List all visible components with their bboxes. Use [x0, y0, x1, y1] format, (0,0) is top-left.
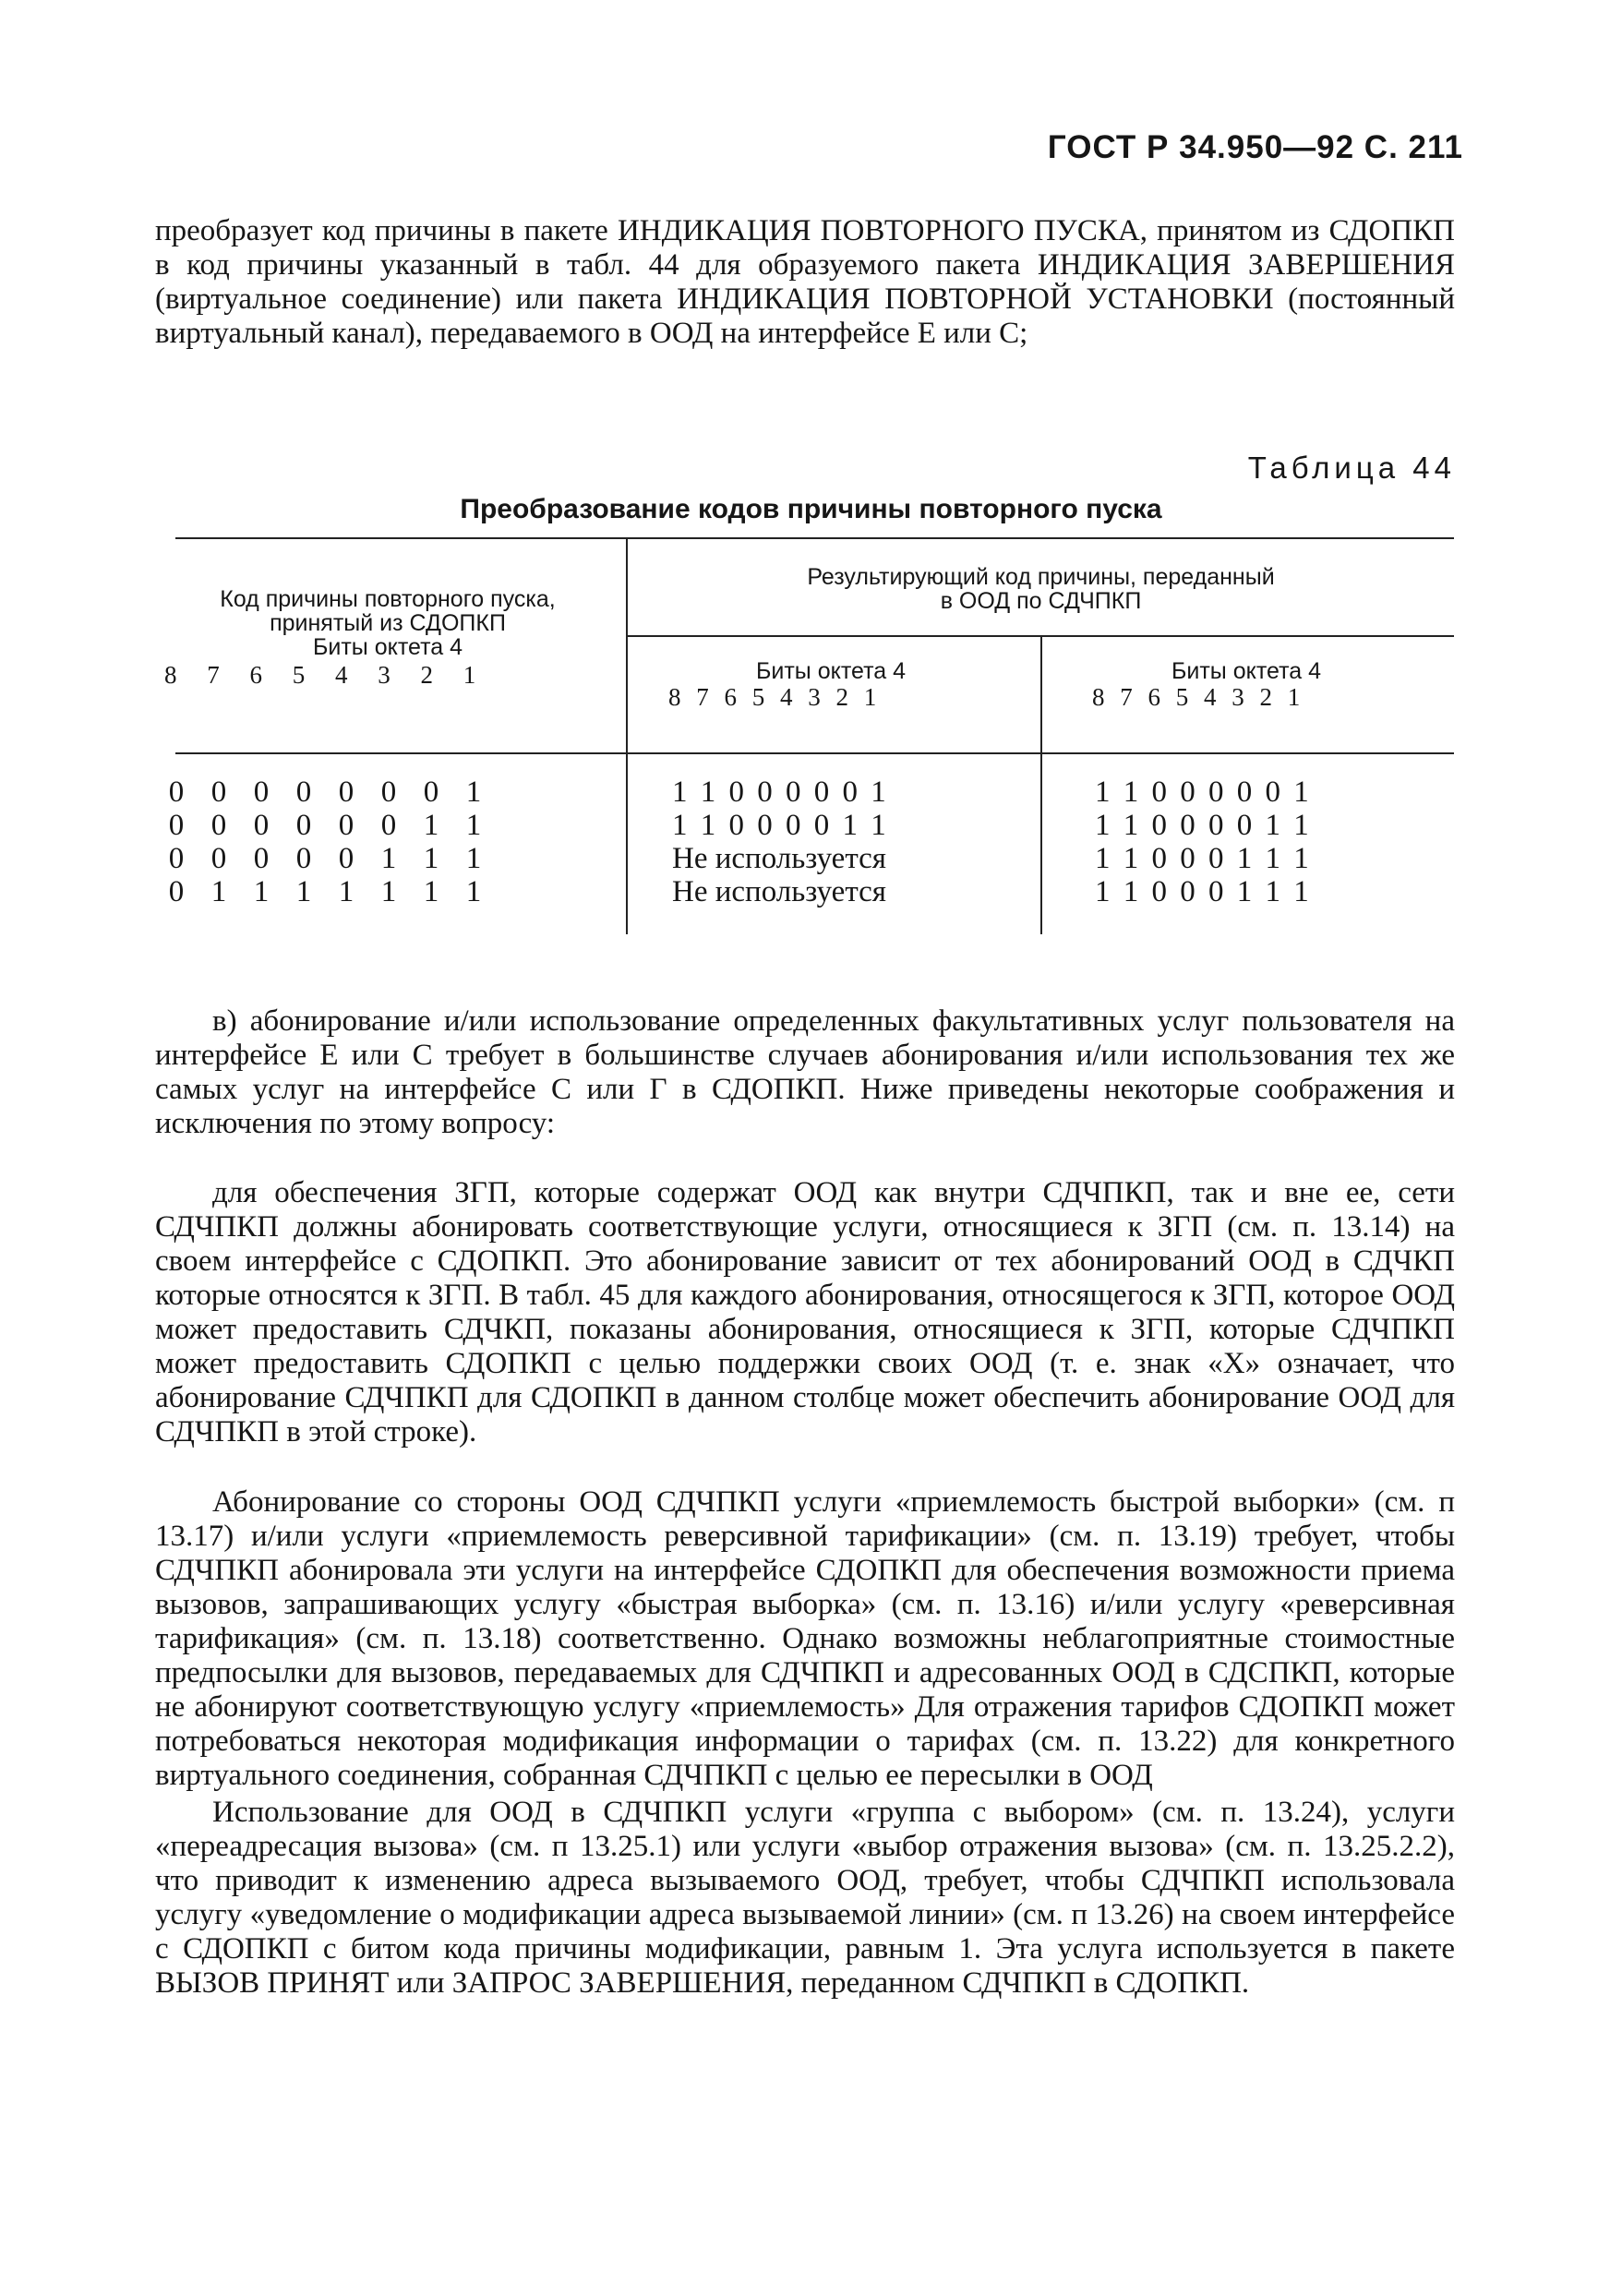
- bit: 1: [465, 809, 482, 842]
- bit: 1: [253, 875, 270, 908]
- col1-header-line-2: принятый из СДОПКП: [270, 610, 506, 636]
- bit: 0: [423, 775, 439, 809]
- bit: 1: [423, 875, 439, 908]
- bit: 1: [423, 842, 439, 875]
- table-divider-2: [1040, 635, 1042, 934]
- bit: 1: [465, 875, 482, 908]
- table-top-rule: [175, 537, 1454, 539]
- bit: 1: [210, 875, 227, 908]
- table-row-1-col3: 1 1 0 0 0 0 0 1: [1095, 775, 1312, 809]
- bit: 0: [380, 775, 397, 809]
- col1-bit-labels: 8 7 6 5 4 3 2 1: [164, 661, 478, 689]
- col1-header: [166, 587, 609, 659]
- bit: 1: [295, 875, 312, 908]
- bit: 0: [295, 842, 312, 875]
- col2-bit-labels: 8 7 6 5 4 3 2 1: [668, 683, 879, 711]
- bit: 0: [253, 775, 270, 809]
- bit: 1: [380, 842, 397, 875]
- bit: 0: [253, 809, 270, 842]
- bit: 0: [168, 775, 185, 809]
- table-row-3-input: [155, 842, 617, 875]
- paragraph-5: Использование для ООД в СДЧПКП услуги «группа с выбором» (см. п. 13.24), услуги «переадресация вызова» (см. п 13.25.1) или услуги «выбор отражения вызова» (см. п. 13.25.2.2), что приводит к изменению адреса вызываемого ООД, требует, чтобы СДЧПКП использовала услугу «уведомление о модификации адреса вызываемой линии» (см. п 13.26) на своем интерфейсе с СДОПКП с битом кода причины модификации, равным 1. Эта услуга используется в пакете ВЫЗОВ ПРИНЯТ или ЗАПРОС ЗАВЕРШЕНИЯ, переданном СДЧПКП в СДОПКП.: [155, 1796, 1455, 2000]
- table-row-1-input: [155, 775, 617, 809]
- bit: 0: [295, 809, 312, 842]
- paragraph-2: в) абонирование и/или использование определенных факультативных услуг пользователя на интерфейсе Е или С требует в большинстве случаев абонирования и/или использования тех же самых услуг на интерфейсе С или Г в СДОПКП. Ниже приведены некоторые соображения и исключения по этому вопросу:: [155, 1004, 1455, 1140]
- table-row-4-col2: Не используется: [672, 875, 886, 908]
- paragraph-1: преобразует код причины в пакете ИНДИКАЦИЯ ПОВТОРНОГО ПУСКА, принятом из СДОПКП в код причины указанный в табл. 44 для образуемого пакета ИНДИКАЦИЯ ЗАВЕРШЕНИЯ (виртуальное соединение) или пакета ИНДИКАЦИЯ ПОВТОРНОЙ УСТАНОВКИ (постоянный виртуальный канал), передаваемого в ООД на интерфейсе Е или С;: [155, 214, 1455, 350]
- table-col3-values: [1095, 775, 1446, 908]
- bit: 1: [380, 875, 397, 908]
- table-row-1-col2: 1 1 0 0 0 0 0 1: [672, 775, 889, 809]
- bit: 0: [210, 842, 227, 875]
- result-header-line-1: Результирующий код причины, переданный: [807, 564, 1275, 590]
- col2-header: Биты октета 4: [755, 658, 907, 684]
- col1-header-line-1: Код причины повторного пуска,: [220, 586, 556, 612]
- table-row-2-col2: 1 1 0 0 0 0 1 1: [672, 809, 889, 842]
- table-divider-1: [626, 537, 628, 934]
- table-row-2-input: [155, 809, 617, 842]
- col1-header-line-3: Биты октета 4: [312, 634, 463, 660]
- table-header-bottom-rule: [175, 752, 1454, 754]
- bit: 1: [338, 875, 354, 908]
- table-row-2-col3: 1 1 0 0 0 0 1 1: [1095, 809, 1312, 842]
- bit: 0: [338, 842, 354, 875]
- page-header: ГОСТ Р 34.950—92 С. 211: [1047, 129, 1463, 165]
- bit: 1: [465, 842, 482, 875]
- bit: 0: [168, 842, 185, 875]
- table-row-3-col2: Не используется: [672, 842, 886, 875]
- bit: 0: [380, 809, 397, 842]
- table-title: Преобразование кодов причины повторного пуска: [460, 494, 1162, 524]
- bit: 0: [253, 842, 270, 875]
- table-number: Таблица 44: [1247, 451, 1456, 485]
- bit: 0: [168, 875, 185, 908]
- bit: 1: [423, 809, 439, 842]
- paragraph-3: для обеспечения ЗГП, которые содержат ООД как внутри СДЧПКП, так и вне ее, сети СДЧПКП должны абонировать соответствующие услуги, относящиеся к ЗГП (см. п. 13.14) на своем интерфейсе с СДОПКП. Это абонирование зависит от тех абонирований ООД в СДЧКП которые относятся к ЗГП. В табл. 45 для каждого абонирования, относящегося к ЗГП, которое ООД может предоставить СДЧКП, показаны абонирования, относящиеся к ЗГП, которые СДЧПКП может предоставить СДОПКП с целью поддержки своих ООД (т. е. знак «Х» означает, что абонирование СДЧПКП для СДОПКП в данном столбце может обеспечить абонирование ООД для СДЧПКП в этой строке).: [155, 1176, 1455, 1449]
- table-row-4-input: [155, 875, 617, 908]
- bit: 0: [168, 809, 185, 842]
- paragraph-4: Абонирование со стороны ООД СДЧПКП услуги «приемлемость быстрой выборки» (см. п 13.17) и/или услуги «приемлемость реверсивной тарификации» (см. п. 13.19) требует, чтобы СДЧПКП абонировала эти услуги на интерфейсе СДОПКП для обеспечения возможности приема вызовов, запрашивающих услугу «быстрая выборка» (см. п. 13.16) и/или услугу «реверсивная тарификация» (см. п. 13.18) соответственно. Однако возможны неблагоприятные стоимостные предпосылки для вызовов, передаваемых для СДЧПКП и адресованных ООД в СДСПКП, которые не абонируют соответствующую услугу «приемлемость» Для отражения тарифов СДОПКП может потребоваться некоторая модификация информации о тарифах (см. п. 13.22) для конкретного виртуального соединения, собранная СДЧПКП с целью ее пересылки в ООД: [155, 1485, 1455, 1792]
- bit: 0: [338, 809, 354, 842]
- bit: 0: [210, 775, 227, 809]
- table-col1-values: [155, 775, 617, 908]
- result-header-line-2: в ООД по СДЧПКП: [940, 588, 1142, 614]
- col3-header: Биты октета 4: [1171, 658, 1322, 684]
- table-col2-values: [672, 775, 1032, 908]
- result-header: [637, 565, 1445, 613]
- bit: 1: [465, 775, 482, 809]
- bit: 0: [338, 775, 354, 809]
- table-row-3-col3: 1 1 0 0 0 1 1 1: [1095, 842, 1312, 875]
- bit: 0: [210, 809, 227, 842]
- bit: 0: [295, 775, 312, 809]
- table-row-4-col3: 1 1 0 0 0 1 1 1: [1095, 875, 1312, 908]
- col3-bit-labels: 8 7 6 5 4 3 2 1: [1092, 683, 1303, 711]
